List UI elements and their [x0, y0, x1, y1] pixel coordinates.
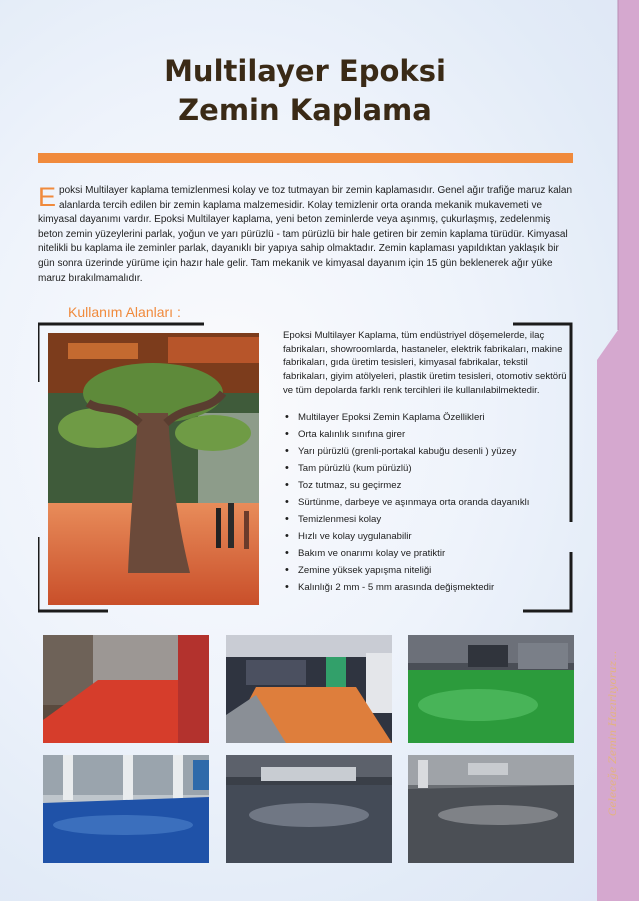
- mall-tree-photo: [48, 333, 259, 605]
- usage-description: Epoksi Multilayer Kaplama, tüm endüstriyel döşemelerde, ilaç fabrikaları, showroomlarda, hastaneler, elektrik fabrikaları, makine fabrikaları, gıda üretim tesisleri, kimyasal fabrikalar, tekstil fabrikaları, giyim atölyeleri, plastik üretim tesisleri, otomotiv sektörü ve tüm depolarda farklı renk tercihleri ile kullanılabilmektedir.: [283, 330, 567, 396]
- mall-floor-photo: [226, 635, 392, 743]
- list-item: • Bakım ve onarımı kolay ve pratiktir: [283, 547, 568, 564]
- intro-paragraph: [38, 184, 573, 286]
- intro-text: poksi Multilayer kaplama temizlenmesi kolay ve toz tutmayan bir zemin kaplamasıdır. Genel ağır trafiğe maruz kalan alanlarda tercih edilen bir zemin kaplama malzemesidir. Kolay temizlenir orta oranda mekanik mukavemeti ve kimyasal dayanımı vardır. Epoksi Multilayer kaplama, yeni beton zeminlerde veya aşınmış, çukurlaşmış, zedelenmiş beton zemin yüzeylerini parlak, yoğun ve yarı pürüzlü - tam pürüzlü bir hale getiren bir zemin kaplama türüdür. Kimyasal nitelikli bu kaplama ile zeminler parlak, dayanıklı bir yapıya sahip olmaktadır. Zemin kaplaması yapıldıktan yaklaşık bir gün sonra üzerinde yürüme için hazır hale gelir. Tam mekanik ve kimyasal dayanım için 15 gün beklenerek ağır yüke maruz bırakılmamalıdır.: [38, 185, 573, 284]
- list-item: • Toz tutmaz, su geçirmez: [283, 479, 568, 496]
- green-floor-photo: [408, 635, 574, 743]
- title-line-1: Multilayer Epoksi: [164, 54, 446, 88]
- list-item: • Hızlı ve kolay uygulanabilir: [283, 530, 568, 547]
- list-item: • Sürtünme, darbeye ve aşınmaya orta oranda dayanıklı: [283, 496, 568, 513]
- red-floor-photo: [43, 635, 209, 743]
- tagline: [607, 776, 619, 816]
- list-item: • Tam pürüzlü (kum pürüzlü): [283, 462, 568, 479]
- blue-floor-photo: [43, 755, 209, 863]
- page-title: [0, 52, 610, 130]
- features-list: [283, 411, 568, 599]
- usage-content: [283, 329, 568, 599]
- grey-floor-photo: [408, 755, 574, 863]
- list-item: • Yarı pürüzlü (grenli-portakal kabuğu desenli ) yüzey: [283, 445, 568, 462]
- intro-dropcap: E: [38, 182, 57, 212]
- list-item: • Orta kalınlık sınıfına girer: [283, 428, 568, 445]
- list-item: • Zemine yüksek yapışma niteliği: [283, 564, 568, 581]
- list-item: • Multilayer Epoksi Zemin Kaplama Özellikleri: [283, 411, 568, 428]
- list-item: • Kalınlığı 2 mm - 5 mm arasında değişmektedir: [283, 581, 568, 598]
- title-divider: [38, 153, 573, 163]
- usage-heading: Kullanım Alanları :: [68, 304, 181, 320]
- list-item: • Temizlenmesi kolay: [283, 513, 568, 530]
- title-line-2: Zemin Kaplama: [178, 93, 432, 127]
- grey-hall-photo: [226, 755, 392, 863]
